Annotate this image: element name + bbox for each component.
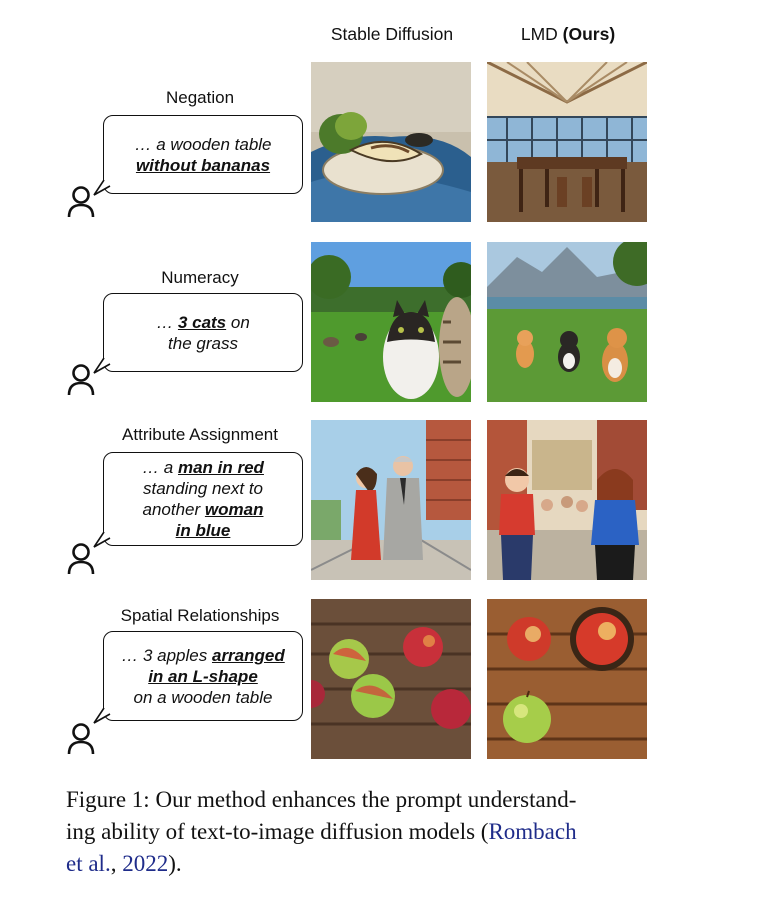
citation-link[interactable]: Rombach [488, 819, 577, 844]
prompt-emphasis: woman [204, 500, 264, 519]
prompt-text: … a [142, 458, 178, 477]
prompt-text: … 3 apples [121, 645, 212, 665]
caption-text: ). [168, 851, 182, 876]
user-icon [66, 363, 96, 397]
lmd-image-negation [487, 62, 647, 222]
citation-link[interactable]: et al. [66, 851, 111, 876]
prompt-bubble-negation [103, 115, 303, 194]
row-title-attribute-assignment: Attribute Assignment [122, 425, 278, 444]
sd-image-negation [311, 62, 471, 222]
citation-year-link[interactable]: 2022 [122, 851, 169, 876]
prompt-text: … [156, 312, 178, 332]
caption-text: , [110, 851, 123, 876]
row-title-negation: Negation [165, 88, 235, 107]
caption-label: Figure 1: [66, 787, 150, 812]
sd-image-spatial [311, 599, 471, 759]
prompt-text: standing next to [142, 479, 264, 498]
lmd-label: LMD [520, 24, 563, 44]
prompt-emphasis: arranged [211, 645, 285, 665]
ours-label: (Ours) [562, 24, 616, 44]
prompt-emphasis: 3 cats [177, 312, 227, 332]
user-icon [66, 722, 96, 756]
lmd-image-spatial [487, 599, 647, 759]
sd-image-numeracy [311, 242, 471, 402]
figure-caption [66, 784, 676, 880]
caption-text: ing ability of text-to-image diffusion models ( [66, 819, 489, 844]
lmd-image-attribute [487, 420, 647, 580]
prompt-bubble-spatial [103, 631, 303, 721]
row-title-numeracy: Numeracy [161, 268, 239, 287]
user-icon [66, 185, 96, 219]
lmd-image-numeracy [487, 242, 647, 402]
sd-image-attribute [311, 420, 471, 580]
prompt-bubble-attribute [103, 452, 303, 546]
prompt-bubble-numeracy [103, 293, 303, 372]
prompt-text: another [142, 500, 205, 519]
prompt-text: … a wooden table [134, 134, 272, 154]
prompt-emphasis: in blue [175, 521, 231, 540]
prompt-text: the grass [168, 333, 238, 353]
prompt-text: on [226, 312, 250, 332]
caption-text: Our method enhances the prompt understand- [149, 787, 577, 812]
prompt-emphasis: in an L-shape [148, 666, 258, 686]
user-icon [66, 542, 96, 576]
prompt-emphasis: man in red [177, 458, 264, 477]
prompt-text: on a wooden table [133, 687, 273, 707]
column-header-lmd [478, 24, 658, 45]
prompt-emphasis: without bananas [135, 155, 271, 175]
column-header-stable-diffusion: Stable Diffusion [330, 24, 454, 44]
row-title-spatial: Spatial Relationships [120, 606, 280, 625]
